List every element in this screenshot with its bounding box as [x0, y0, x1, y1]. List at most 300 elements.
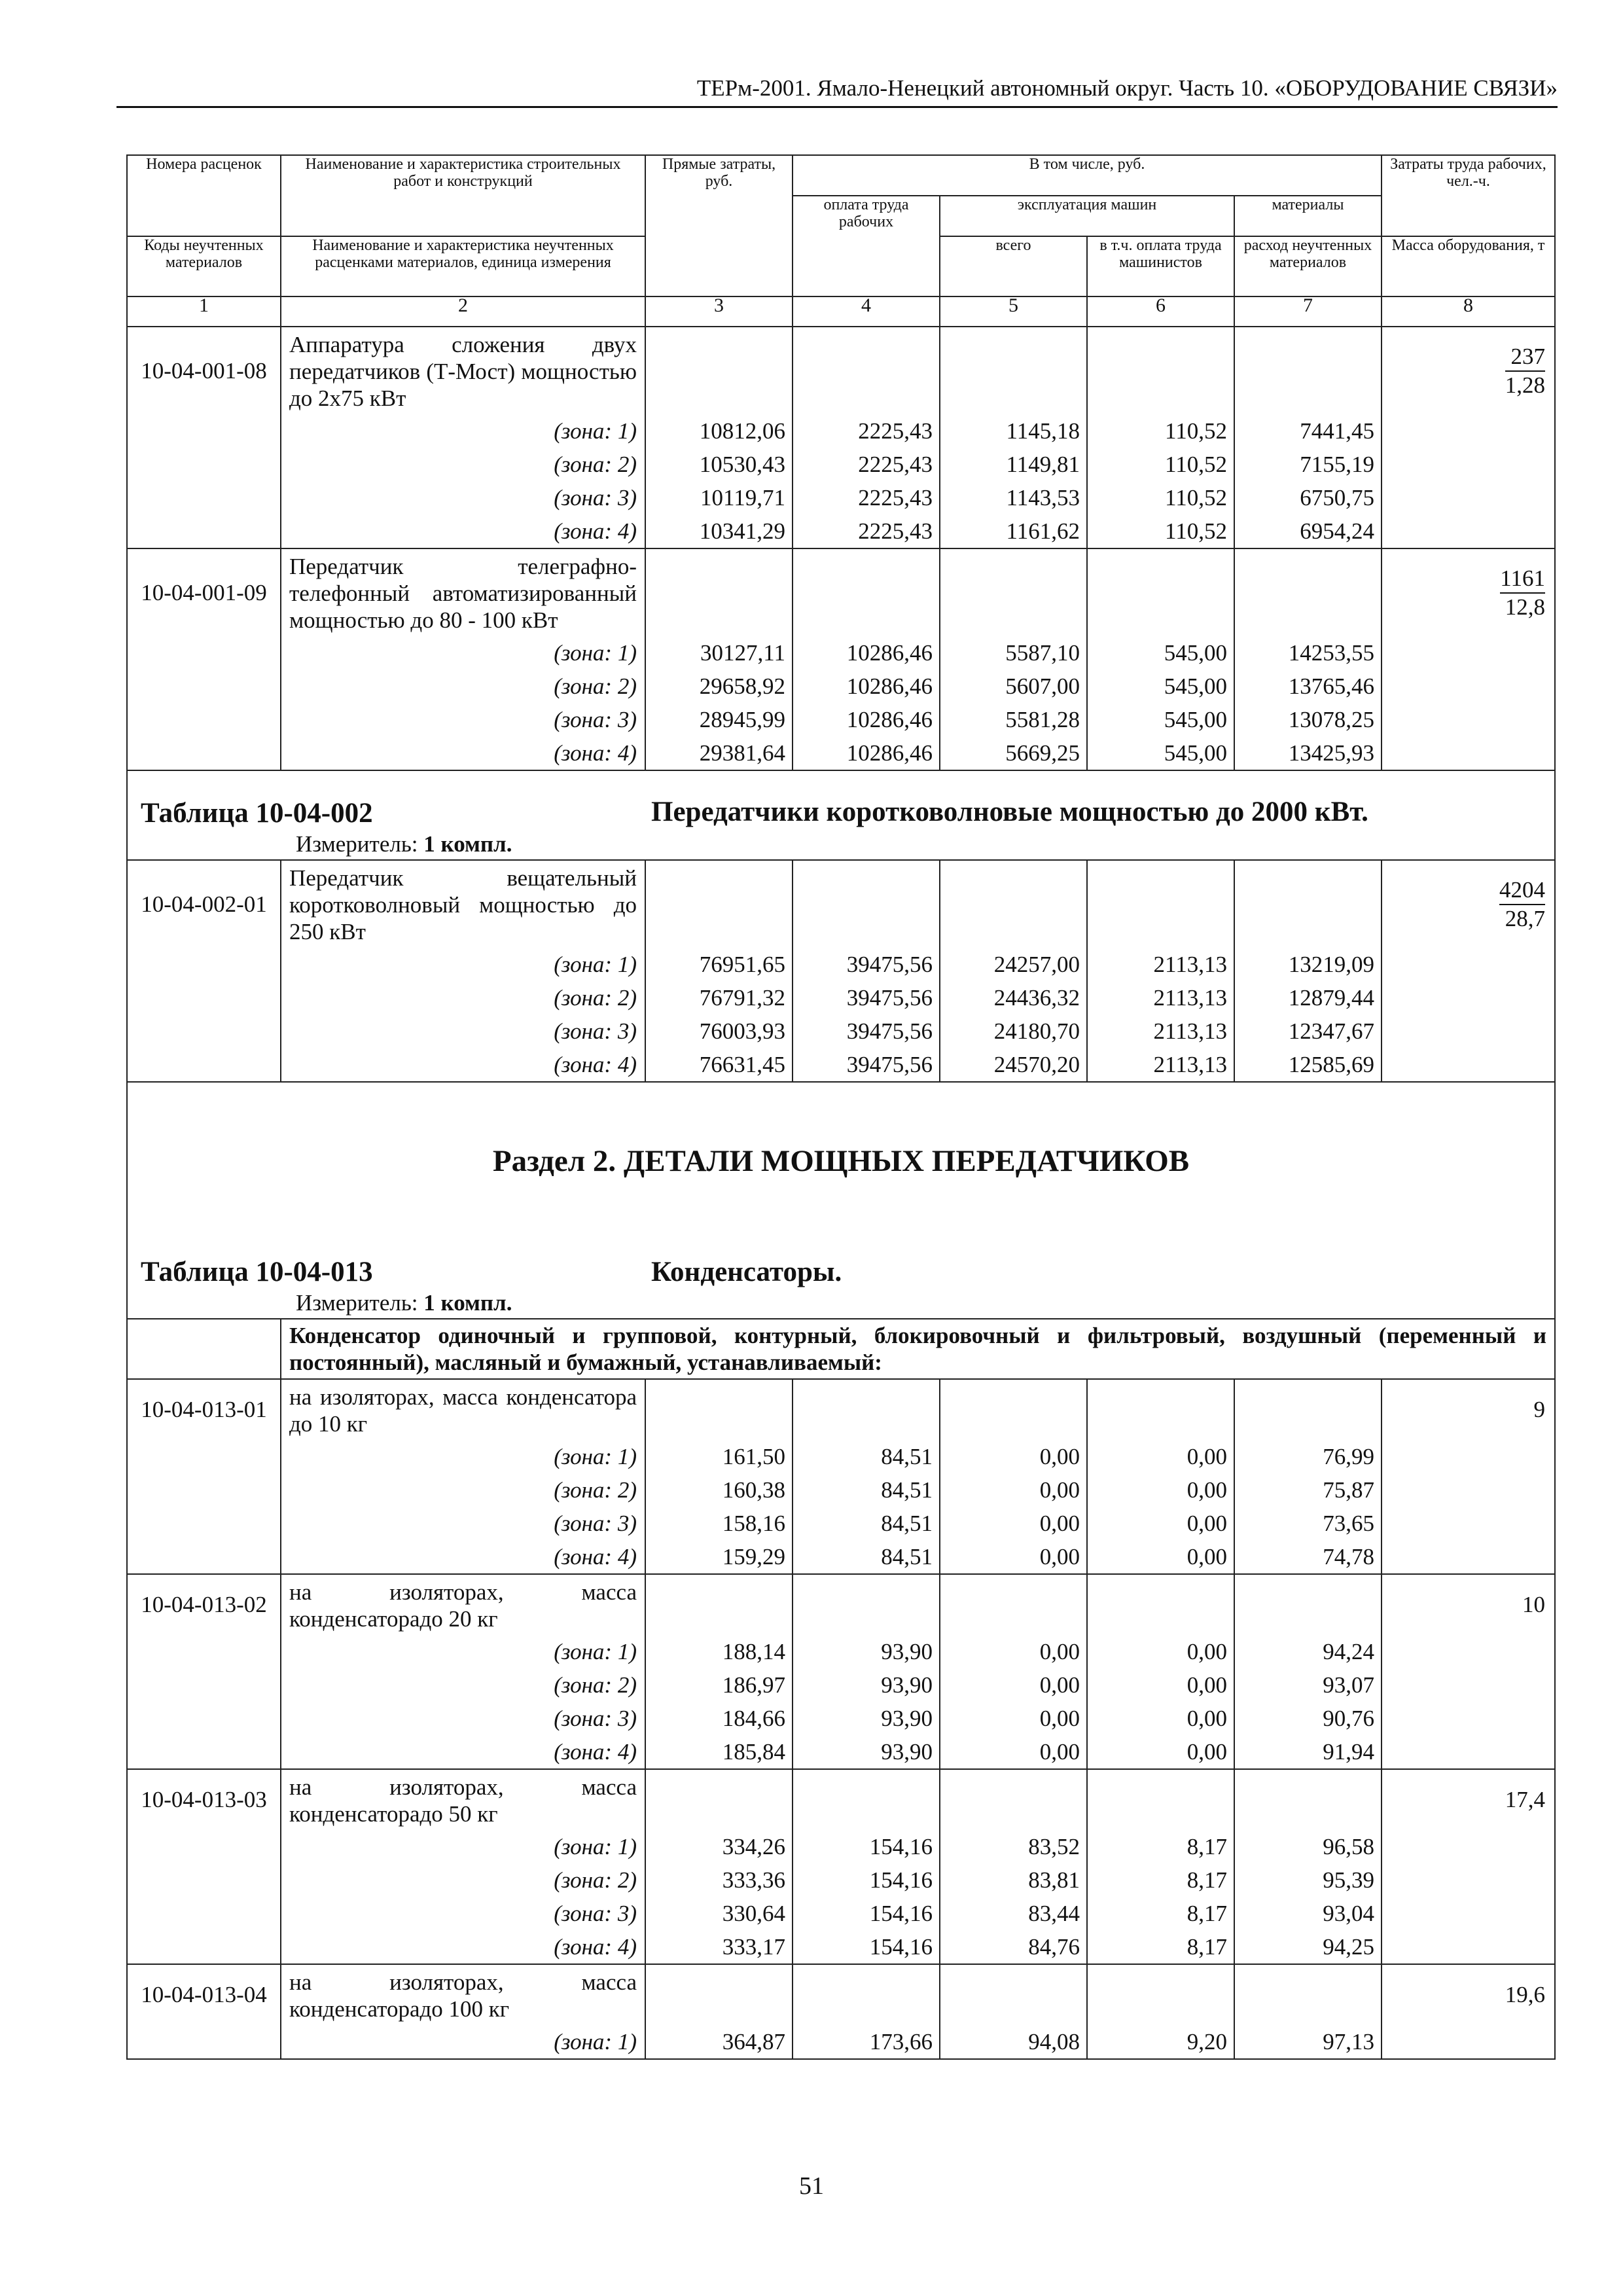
rate-row: [127, 1574, 1555, 1635]
empty-cell: [940, 1964, 1087, 2025]
zone-value: 0,00: [1087, 1668, 1234, 1702]
zone-label: (зона: 2): [281, 448, 645, 481]
zone-row: [127, 1702, 1555, 1735]
empty-cell: [1234, 1379, 1382, 1440]
zone-label: (зона: 1): [281, 1830, 645, 1863]
labor-mass-cell: [1382, 327, 1555, 414]
zone-value: 13078,25: [1234, 703, 1382, 736]
zone-value: 0,00: [1087, 1440, 1234, 1473]
rate-name: на изоляторах, масса конденсатора до 10 кг: [281, 1379, 645, 1440]
column-number: 4: [793, 296, 940, 327]
empty-cell: [1382, 1735, 1555, 1769]
zone-value: 0,00: [940, 1540, 1087, 1574]
zone-value: 2113,13: [1087, 1048, 1234, 1082]
zone-value: 188,14: [645, 1635, 793, 1668]
empty-cell: [127, 736, 281, 770]
empty-cell: [1382, 1440, 1555, 1473]
empty-cell: [645, 327, 793, 414]
table-number: Таблица 10-04-013: [141, 1257, 373, 1287]
zone-value: 10530,43: [645, 448, 793, 481]
labor-mass-cell: [1382, 1769, 1555, 1830]
zone-row: [127, 948, 1555, 981]
col-labor-header: Затраты труда рабочих, чел.-ч.: [1382, 155, 1555, 236]
zone-value: 110,52: [1087, 414, 1234, 448]
empty-cell: [940, 860, 1087, 948]
zone-value: 83,81: [940, 1863, 1087, 1897]
rate-row: [127, 548, 1555, 636]
empty-cell: [127, 1540, 281, 1574]
zone-value: 97,13: [1234, 2025, 1382, 2059]
empty-cell: [127, 514, 281, 548]
empty-cell: [127, 1863, 281, 1897]
zone-value: 84,51: [793, 1440, 940, 1473]
empty-cell: [645, 860, 793, 948]
section-row: [127, 1082, 1555, 1319]
zone-value: 30127,11: [645, 636, 793, 670]
labor-mass-cell: [1382, 548, 1555, 636]
zone-label: (зона: 2): [281, 1668, 645, 1702]
zone-row: [127, 1540, 1555, 1574]
empty-cell: [1382, 1473, 1555, 1507]
zone-value: 5587,10: [940, 636, 1087, 670]
zone-row: [127, 1473, 1555, 1507]
zone-label: (зона: 1): [281, 1635, 645, 1668]
mass-value: 12,8: [1505, 594, 1545, 620]
zone-value: 5669,25: [940, 736, 1087, 770]
column-number: 7: [1234, 296, 1382, 327]
col-mat-use-header: расход неучтенных материалов: [1234, 236, 1382, 296]
zone-row: [127, 1048, 1555, 1082]
zone-value: 9,20: [1087, 2025, 1234, 2059]
zone-value: 110,52: [1087, 448, 1234, 481]
zone-value: 160,38: [645, 1473, 793, 1507]
section-title: Раздел 2. ДЕТАЛИ МОЩНЫХ ПЕРЕДАТЧИКОВ: [492, 1144, 1190, 1178]
empty-cell: [127, 1897, 281, 1930]
zone-value: 84,51: [793, 1540, 940, 1574]
zone-value: 0,00: [940, 1702, 1087, 1735]
empty-cell: [1382, 1540, 1555, 1574]
empty-cell: [1382, 1014, 1555, 1048]
empty-cell: [940, 1769, 1087, 1830]
zone-value: 74,78: [1234, 1540, 1382, 1574]
labor-value: 1161: [1500, 565, 1545, 594]
empty-cell: [1382, 736, 1555, 770]
zone-row: [127, 1830, 1555, 1863]
zone-value: 2225,43: [793, 414, 940, 448]
zone-value: 0,00: [940, 1735, 1087, 1769]
zone-label: (зона: 1): [281, 636, 645, 670]
empty-cell: [127, 414, 281, 448]
empty-cell: [127, 981, 281, 1014]
empty-cell: [127, 1048, 281, 1082]
empty-cell: [127, 2025, 281, 2059]
zone-value: 2225,43: [793, 514, 940, 548]
zone-value: 334,26: [645, 1830, 793, 1863]
zone-label: (зона: 4): [281, 1930, 645, 1964]
zone-value: 154,16: [793, 1830, 940, 1863]
group-note: Конденсатор одиночный и групповой, контурный, блокировочный и фильтровый, воздушный (переменный и постоянный), масляный и бумажный, устанавливаемый:: [281, 1319, 1555, 1379]
zone-value: 24180,70: [940, 1014, 1087, 1048]
zone-value: 84,76: [940, 1930, 1087, 1964]
empty-cell: [793, 1574, 940, 1635]
zone-row: [127, 1014, 1555, 1048]
zone-value: 0,00: [1087, 1735, 1234, 1769]
empty-cell: [645, 1964, 793, 2025]
zone-value: 76631,45: [645, 1048, 793, 1082]
zone-value: 12879,44: [1234, 981, 1382, 1014]
rate-row: [127, 860, 1555, 948]
zone-value: 330,64: [645, 1897, 793, 1930]
zone-label: (зона: 4): [281, 1048, 645, 1082]
empty-cell: [1087, 327, 1234, 414]
zone-value: 29658,92: [645, 670, 793, 703]
zone-value: 84,51: [793, 1473, 940, 1507]
empty-cell: [1087, 1379, 1234, 1440]
zone-value: 8,17: [1087, 1897, 1234, 1930]
zone-row: [127, 736, 1555, 770]
empty-cell: [1382, 670, 1555, 703]
zone-value: 2113,13: [1087, 981, 1234, 1014]
empty-cell: [127, 1440, 281, 1473]
empty-cell: [1382, 1897, 1555, 1930]
empty-cell: [793, 327, 940, 414]
zone-value: 161,50: [645, 1440, 793, 1473]
measure-value: 1 компл.: [423, 831, 512, 857]
zone-value: 2113,13: [1087, 948, 1234, 981]
empty-cell: [645, 548, 793, 636]
empty-cell: [1382, 1930, 1555, 1964]
empty-cell: [1087, 1574, 1234, 1635]
zone-value: 6750,75: [1234, 481, 1382, 514]
empty-cell: [127, 636, 281, 670]
zone-value: 83,52: [940, 1830, 1087, 1863]
zone-value: 185,84: [645, 1735, 793, 1769]
empty-cell: [127, 1319, 281, 1379]
zone-label: (зона: 3): [281, 1897, 645, 1930]
measure-value: 1 компл.: [423, 1290, 512, 1316]
zone-label: (зона: 3): [281, 703, 645, 736]
zone-value: 2225,43: [793, 448, 940, 481]
zone-value: 364,87: [645, 2025, 793, 2059]
zone-value: 10286,46: [793, 636, 940, 670]
column-number: 3: [645, 296, 793, 327]
empty-cell: [127, 1930, 281, 1964]
zone-row: [127, 1735, 1555, 1769]
zone-value: 39475,56: [793, 981, 940, 1014]
zone-value: 93,90: [793, 1735, 940, 1769]
zone-label: (зона: 3): [281, 481, 645, 514]
empty-cell: [793, 1964, 940, 2025]
measure-label: Измеритель:: [296, 831, 418, 857]
mass-value: 28,7: [1505, 905, 1545, 931]
empty-cell: [1382, 1635, 1555, 1668]
zone-value: 8,17: [1087, 1930, 1234, 1964]
empty-cell: [1382, 1702, 1555, 1735]
labor-value: 9: [1533, 1397, 1545, 1422]
rate-code: 10-04-013-03: [127, 1769, 281, 1830]
column-number: 1: [127, 296, 281, 327]
zone-row: [127, 1930, 1555, 1964]
zone-value: 94,25: [1234, 1930, 1382, 1964]
note-row: [127, 1319, 1555, 1379]
rate-code: 10-04-002-01: [127, 860, 281, 948]
zone-value: 173,66: [793, 2025, 940, 2059]
labor-value: 10: [1522, 1592, 1545, 1617]
zone-value: 39475,56: [793, 1014, 940, 1048]
empty-cell: [1382, 1863, 1555, 1897]
empty-cell: [1234, 327, 1382, 414]
column-number: 8: [1382, 296, 1555, 327]
zone-row: [127, 2025, 1555, 2059]
rate-name: Передатчик вещательный коротковолновый мощностью до 250 кВт: [281, 860, 645, 948]
zone-label: (зона: 1): [281, 2025, 645, 2059]
empty-cell: [127, 948, 281, 981]
zone-value: 154,16: [793, 1930, 940, 1964]
zone-value: 0,00: [940, 1635, 1087, 1668]
rate-row: [127, 1379, 1555, 1440]
rate-code: 10-04-013-01: [127, 1379, 281, 1440]
empty-cell: [1382, 481, 1555, 514]
zone-value: 0,00: [1087, 1540, 1234, 1574]
zone-value: 13219,09: [1234, 948, 1382, 981]
empty-cell: [1382, 1830, 1555, 1863]
zone-value: 28945,99: [645, 703, 793, 736]
column-numbers-row: [127, 296, 1555, 327]
zone-value: 12347,67: [1234, 1014, 1382, 1048]
col-wages-header: оплата труда рабочих: [793, 196, 940, 296]
rate-name: Аппаратура сложения двух передатчиков (Т-Мост) мощностью до 2х75 кВт: [281, 327, 645, 414]
empty-cell: [1087, 1964, 1234, 2025]
zone-row: [127, 1507, 1555, 1540]
zone-label: (зона: 3): [281, 1014, 645, 1048]
empty-cell: [1234, 1964, 1382, 2025]
zone-row: [127, 636, 1555, 670]
empty-cell: [1382, 1048, 1555, 1082]
rate-name: Передатчик телеграфно-телефонный автоматизированный мощностью до 80 - 100 кВт: [281, 548, 645, 636]
empty-cell: [793, 1769, 940, 1830]
col-direct-header: Прямые затраты, руб.: [645, 155, 793, 296]
zone-label: (зона: 2): [281, 1863, 645, 1897]
zone-value: 7441,45: [1234, 414, 1382, 448]
empty-cell: [1382, 448, 1555, 481]
zone-value: 545,00: [1087, 736, 1234, 770]
zone-value: 10286,46: [793, 703, 940, 736]
zone-value: 1143,53: [940, 481, 1087, 514]
empty-cell: [1234, 1574, 1382, 1635]
zone-row: [127, 1635, 1555, 1668]
zone-value: 29381,64: [645, 736, 793, 770]
zone-label: (зона: 4): [281, 1540, 645, 1574]
labor-value: 17,4: [1505, 1787, 1545, 1812]
rate-code: 10-04-001-08: [127, 327, 281, 414]
empty-cell: [1382, 514, 1555, 548]
empty-cell: [1382, 1507, 1555, 1540]
zone-row: [127, 1440, 1555, 1473]
zone-value: 8,17: [1087, 1863, 1234, 1897]
zone-value: 0,00: [1087, 1635, 1234, 1668]
zone-value: 76003,93: [645, 1014, 793, 1048]
zone-value: 0,00: [940, 1440, 1087, 1473]
zone-value: 154,16: [793, 1863, 940, 1897]
zone-value: 84,51: [793, 1507, 940, 1540]
rate-code: 10-04-013-02: [127, 1574, 281, 1635]
labor-mass-fraction: [1505, 343, 1545, 399]
table-title: Передатчики коротковолновые мощностью до 2000 кВт.: [651, 797, 1368, 827]
zone-value: 0,00: [1087, 1473, 1234, 1507]
zone-value: 13425,93: [1234, 736, 1382, 770]
zone-value: 1161,62: [940, 514, 1087, 548]
section-cell: [127, 1082, 1555, 1319]
zone-label: (зона: 4): [281, 736, 645, 770]
empty-cell: [127, 1473, 281, 1507]
zone-value: 545,00: [1087, 636, 1234, 670]
zone-value: 333,36: [645, 1863, 793, 1897]
zone-value: 6954,24: [1234, 514, 1382, 548]
zone-value: 76,99: [1234, 1440, 1382, 1473]
zone-value: 24257,00: [940, 948, 1087, 981]
zone-row: [127, 703, 1555, 736]
empty-cell: [127, 448, 281, 481]
empty-cell: [127, 1830, 281, 1863]
zone-value: 0,00: [940, 1668, 1087, 1702]
col-total-header: всего: [940, 236, 1087, 296]
empty-cell: [1382, 948, 1555, 981]
empty-cell: [1382, 636, 1555, 670]
col-mat-codes-header: Коды неучтенных материалов: [127, 236, 281, 296]
measure-label: Измеритель:: [296, 1290, 418, 1316]
zone-value: 93,04: [1234, 1897, 1382, 1930]
empty-cell: [940, 1379, 1087, 1440]
zone-value: 158,16: [645, 1507, 793, 1540]
col-incl-wages-header: в т.ч. оплата труда машинистов: [1087, 236, 1234, 296]
running-header: ТЕРм-2001. Ямало-Ненецкий автономный округ. Часть 10. «ОБОРУДОВАНИЕ СВЯЗИ»: [116, 71, 1558, 108]
zone-value: 7155,19: [1234, 448, 1382, 481]
zone-value: 12585,69: [1234, 1048, 1382, 1082]
empty-cell: [1087, 1769, 1234, 1830]
empty-cell: [793, 548, 940, 636]
empty-cell: [940, 548, 1087, 636]
zone-row: [127, 670, 1555, 703]
zone-value: 0,00: [1087, 1702, 1234, 1735]
zone-value: 76951,65: [645, 948, 793, 981]
col-incl-header: В том числе, руб.: [793, 155, 1382, 196]
col-mat-name-header: Наименование и характеристика неучтенных расценками материалов, единица измерения: [281, 236, 645, 296]
zone-value: 159,29: [645, 1540, 793, 1574]
empty-cell: [127, 1735, 281, 1769]
zone-label: (зона: 4): [281, 514, 645, 548]
labor-value: 19,6: [1505, 1982, 1545, 2007]
labor-value: 237: [1505, 343, 1545, 372]
zone-row: [127, 481, 1555, 514]
zone-label: (зона: 1): [281, 948, 645, 981]
zone-value: 10341,29: [645, 514, 793, 548]
empty-cell: [1087, 548, 1234, 636]
zone-label: (зона: 2): [281, 670, 645, 703]
table-title-row: [127, 770, 1555, 860]
zone-value: 2225,43: [793, 481, 940, 514]
zone-value: 94,08: [940, 2025, 1087, 2059]
column-number: 6: [1087, 296, 1234, 327]
zone-value: 184,66: [645, 1702, 793, 1735]
labor-mass-fraction: [1499, 876, 1545, 933]
zone-value: 73,65: [1234, 1507, 1382, 1540]
empty-cell: [127, 1702, 281, 1735]
zone-value: 24436,32: [940, 981, 1087, 1014]
empty-cell: [1382, 703, 1555, 736]
zone-value: 39475,56: [793, 1048, 940, 1082]
zone-row: [127, 514, 1555, 548]
table-number: Таблица 10-04-002: [141, 798, 373, 829]
rates-table: [126, 154, 1556, 2060]
col-name-header: Наименование и характеристика строительных работ и конструкций: [281, 155, 645, 236]
zone-value: 14253,55: [1234, 636, 1382, 670]
empty-cell: [127, 481, 281, 514]
zone-label: (зона: 3): [281, 1507, 645, 1540]
empty-cell: [127, 670, 281, 703]
zone-value: 0,00: [940, 1507, 1087, 1540]
zone-label: (зона: 1): [281, 414, 645, 448]
zone-value: 2113,13: [1087, 1014, 1234, 1048]
empty-cell: [645, 1379, 793, 1440]
rate-code: 10-04-001-09: [127, 548, 281, 636]
empty-cell: [1087, 860, 1234, 948]
rate-name: на изоляторах, масса конденсаторадо 50 кг: [281, 1769, 645, 1830]
zone-value: 8,17: [1087, 1830, 1234, 1863]
empty-cell: [1382, 414, 1555, 448]
zone-row: [127, 1863, 1555, 1897]
zone-label: (зона: 2): [281, 1473, 645, 1507]
zone-value: 10286,46: [793, 736, 940, 770]
zone-value: 94,24: [1234, 1635, 1382, 1668]
zone-row: [127, 414, 1555, 448]
col-materials-header: материалы: [1234, 196, 1382, 236]
zone-value: 545,00: [1087, 670, 1234, 703]
empty-cell: [127, 703, 281, 736]
labor-mass-cell: [1382, 1574, 1555, 1635]
zone-value: 1149,81: [940, 448, 1087, 481]
empty-cell: [793, 860, 940, 948]
zone-value: 333,17: [645, 1930, 793, 1964]
zone-value: 24570,20: [940, 1048, 1087, 1082]
empty-cell: [1382, 1668, 1555, 1702]
page-number: 51: [799, 2172, 824, 2200]
zone-value: 154,16: [793, 1897, 940, 1930]
rate-name: на изоляторах, масса конденсаторадо 100 кг: [281, 1964, 645, 2025]
empty-cell: [1234, 548, 1382, 636]
zone-value: 5607,00: [940, 670, 1087, 703]
zone-row: [127, 1897, 1555, 1930]
col-mass-header: Масса оборудования, т: [1382, 236, 1555, 296]
labor-mass-fraction: [1500, 565, 1545, 621]
zone-label: (зона: 4): [281, 1735, 645, 1769]
empty-cell: [940, 327, 1087, 414]
zone-value: 93,90: [793, 1668, 940, 1702]
mass-value: 1,28: [1505, 372, 1545, 398]
zone-row: [127, 1668, 1555, 1702]
zone-value: 1145,18: [940, 414, 1087, 448]
empty-cell: [127, 1507, 281, 1540]
labor-mass-cell: [1382, 860, 1555, 948]
rate-row: [127, 327, 1555, 414]
zone-value: 93,07: [1234, 1668, 1382, 1702]
empty-cell: [1234, 860, 1382, 948]
zone-value: 5581,28: [940, 703, 1087, 736]
zone-row: [127, 981, 1555, 1014]
labor-mass-cell: [1382, 1379, 1555, 1440]
zone-value: 10812,06: [645, 414, 793, 448]
zone-value: 83,44: [940, 1897, 1087, 1930]
column-number: 5: [940, 296, 1087, 327]
